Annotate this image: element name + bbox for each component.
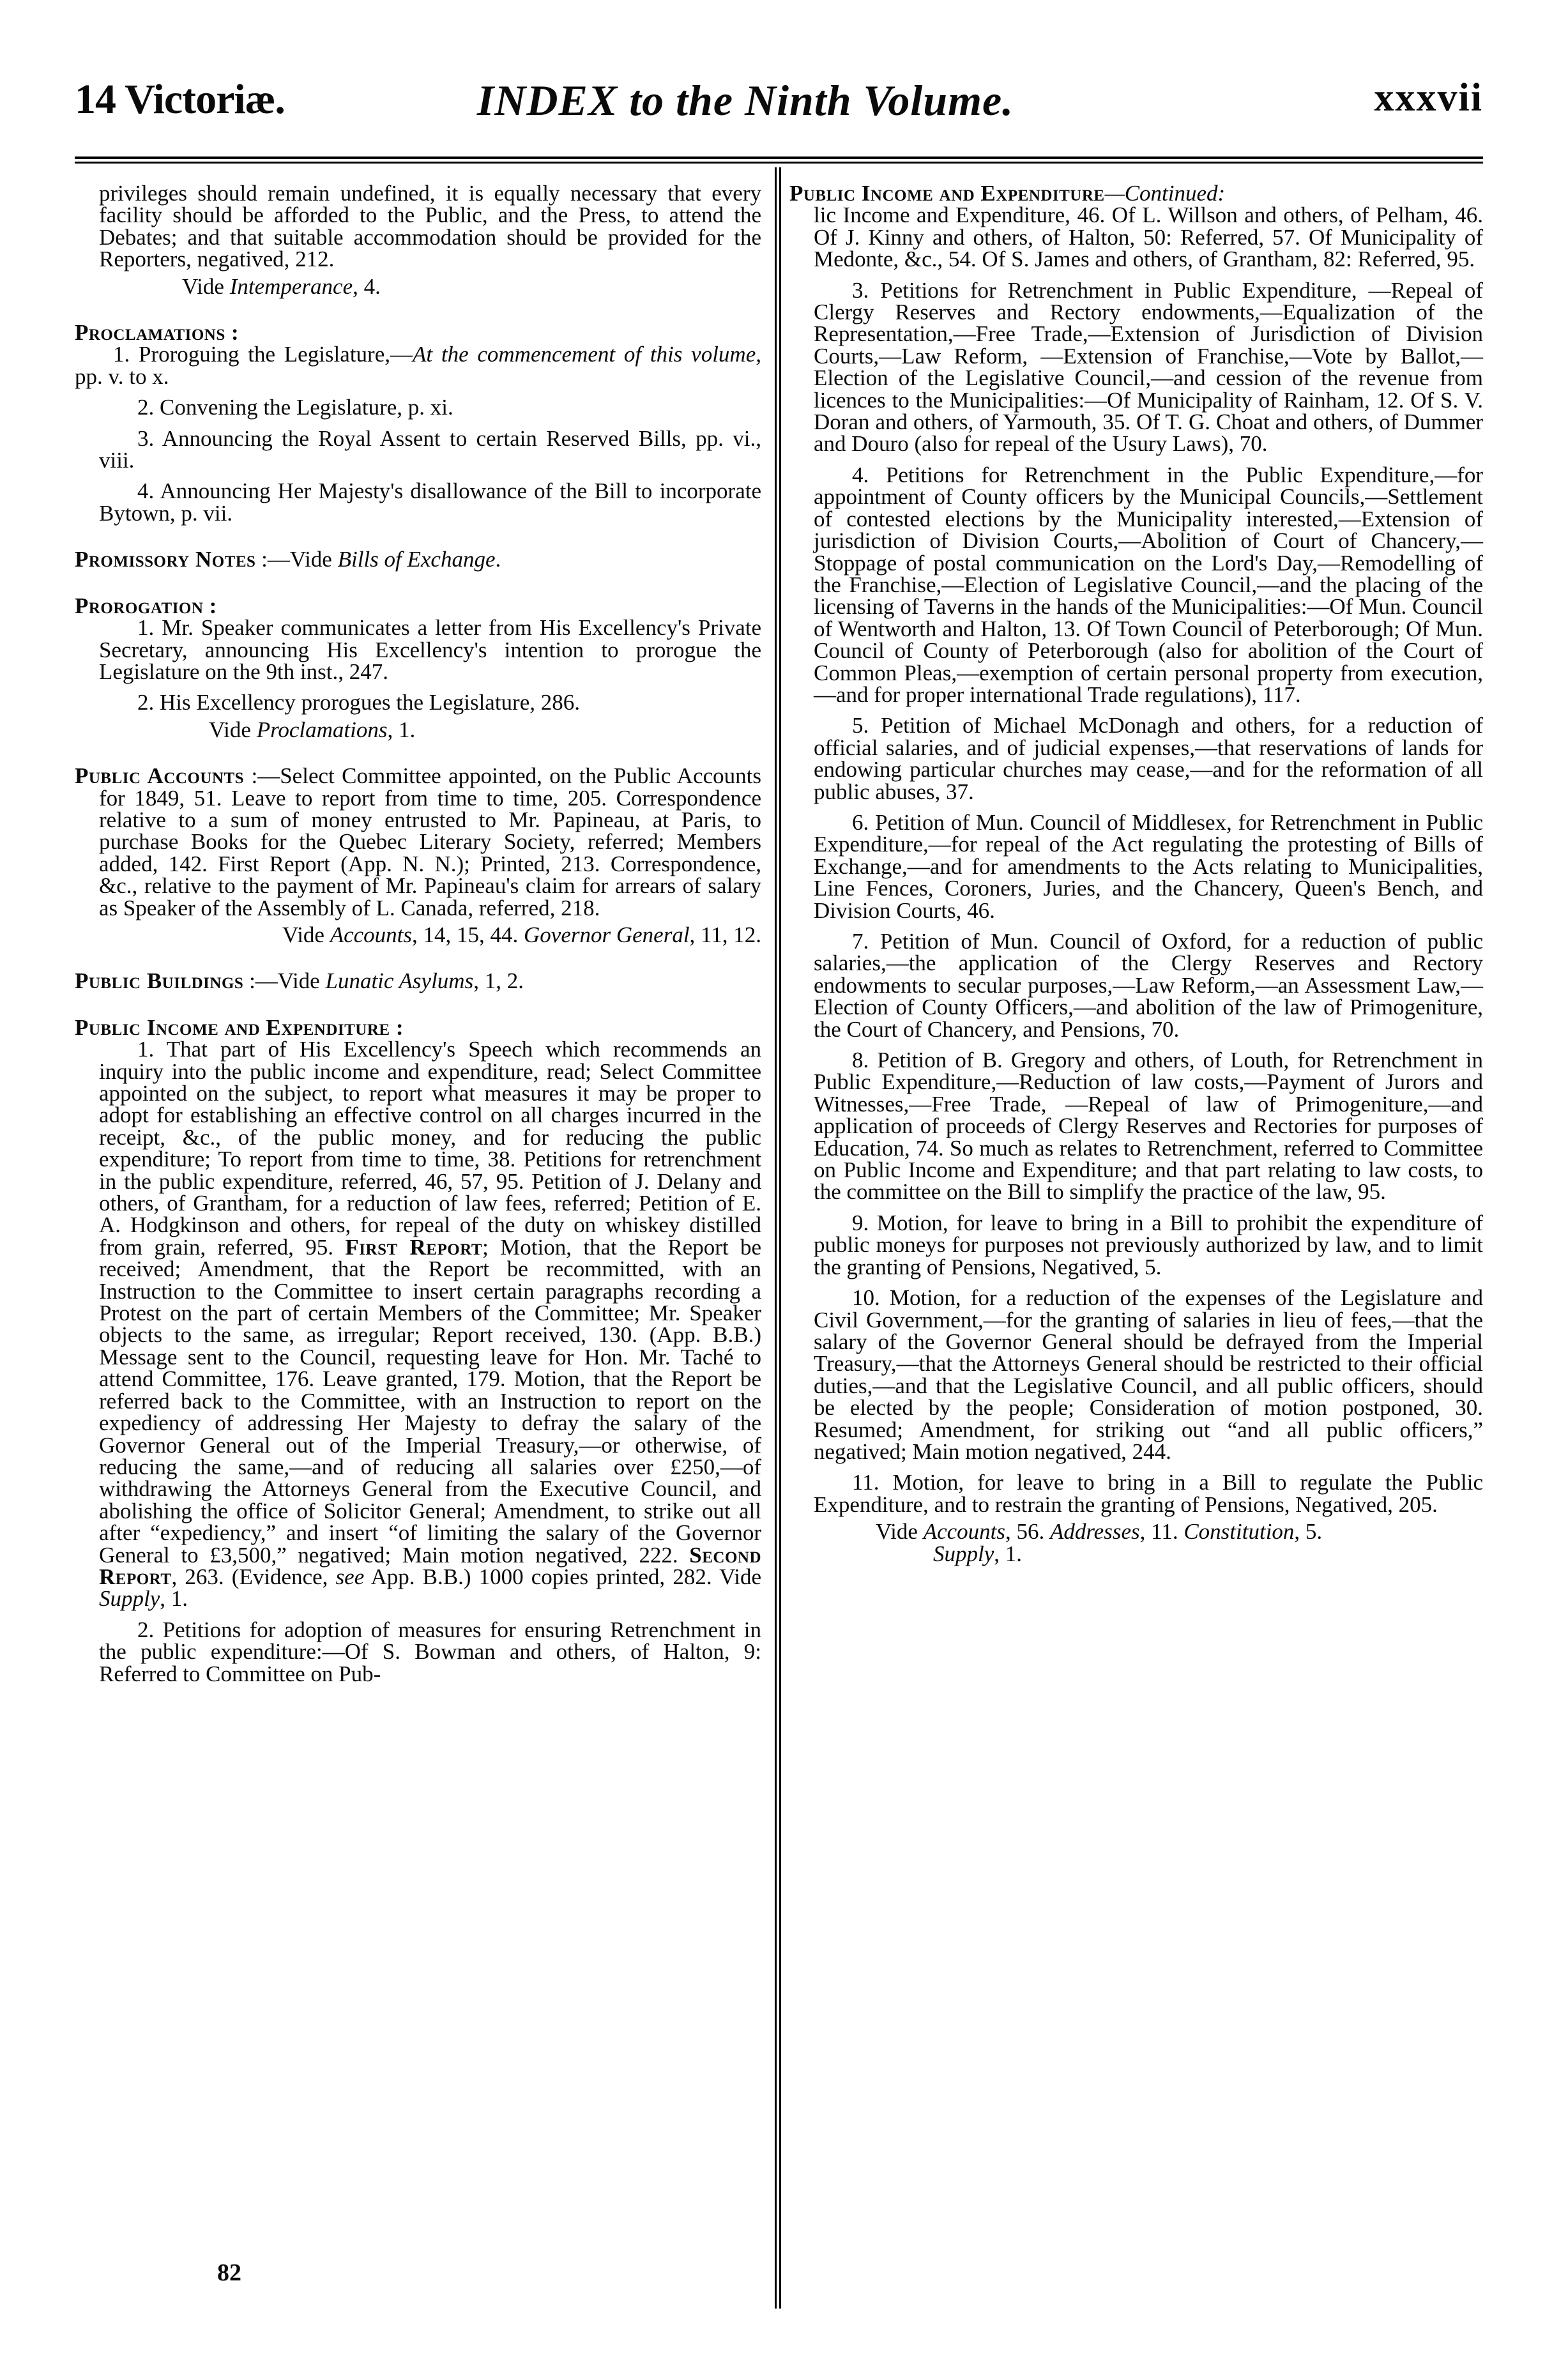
running-head-title: INDEX to the Ninth Volume.	[476, 76, 1014, 125]
subentry-text: That part of His Excellency's Speech which recommends an inquiry into the public income and expenditure, read; Select Committee appointed on the subject, to report what measures it may be proper to adopt for establishing an effective control on all charges incurred in the receipt, &c., of the public money, and for reducing the public expenditure; To report from time to time, 38. Petitions for retrenchment in the public expenditure, referred, 46, 57, 95. Petition of J. Delany and others, of Grantham, for a reduction of law fees, referred; Petition of E. A. Hodgkinson and others, for repeal of the duty on whiskey distilled from grain, referred, 95.	[99, 1037, 761, 1260]
page-refs: , 56.	[1005, 1519, 1050, 1545]
subentry	[789, 1287, 1483, 1463]
subentry-text: Petition of B. Gregory and others, of Louth, for Retrenchment in Public Expenditure,—Reduction of law costs,—Payment of Jurors and Witnesses,—Free Trade, —Repeal of law of Primogeniture,—and application of proceeds of Clergy Reserves and Rectories for purposes of Education, 74. So much as relates to Retrenchment, referred to Committee on Public Income and Expenditure; and that part relating to law costs, to the committee on the Bill to simplify the practice of the law, 95.	[814, 1048, 1483, 1205]
subentry-text: , 263. (Evidence,	[171, 1564, 336, 1589]
subentry-text: His Excellency prorogues the Legislature, 286.	[160, 690, 580, 715]
first-report-label: First Report	[345, 1234, 483, 1260]
column-divider-line	[779, 167, 781, 2309]
column-divider-line	[775, 167, 777, 2309]
page-refs: , 11.	[1139, 1519, 1184, 1545]
entry-heading: Public Buildings	[75, 968, 244, 994]
cross-ref-link[interactable]: Accounts	[923, 1519, 1005, 1545]
subentry	[789, 277, 1483, 457]
subentry-text: Petitions for Retrenchment in the Public Expenditure,—for appointment of County officers by the Municipal Councils,—Settlement of contested elections by the Municipality interested,—Extension of jurisdiction of Division Courts,—Abolition of Court of Chancery,—Stoppage of postal communication on the Lord's Day,—Remodelling of the Franchise,—Election of Legislative Council,—and the placing of the licensing of Taverns in the hands of the Municipalities:—Of Mun. Council of Wentworth and Halton, 13. Of Town Council of Peterborough; Of Mun. Council of County of Peterborough (also for abolition of the Court of Common Pleas,—exemption of certain personal property from execution,—and for proper international Trade regulations), 117.	[814, 462, 1484, 707]
cross-ref-link[interactable]: Intemperance	[229, 273, 353, 299]
subentry	[75, 344, 761, 388]
subentry	[75, 1039, 761, 1610]
subentry-number: 11.	[852, 1470, 879, 1495]
subentry-number: 3.	[137, 425, 155, 451]
subentry-italic-note: At the commencement of this volume	[412, 342, 756, 367]
right-column-cross-reference	[789, 1521, 1483, 1565]
subentry-number: 2.	[137, 690, 155, 715]
page-refs: , pp. v. to x.	[75, 342, 761, 389]
entry-line	[75, 765, 761, 919]
subentry-number: 5.	[852, 713, 869, 738]
subentry-number: 2.	[137, 395, 155, 420]
subentry-text: Petitions for Retrenchment in Public Expenditure, —Repeal of Clergy Reserves and Rectory endowments,—Equalization of the Representation,—Free Trade,—Extension of Jurisdiction of Division Courts,—Law Reform, —Extension of Franchise,—Vote by Ballot,—Election of the Legislative Council,—and cession of the revenue from licences to the Municipalities:—Of Municipality of Rainham, 12. Of S. V. Doran and others, of Yarmouth, 35. Of T. G. Choat and others, of Dummer and Douro (also for repeal of the Usury Laws), 70.	[814, 277, 1483, 457]
subentry	[789, 1212, 1483, 1278]
subentry	[789, 715, 1483, 803]
entry-heading: Proclamations :	[75, 320, 240, 346]
entry-heading: Prorogation :	[75, 593, 217, 618]
subentry-text: Petition of Mun. Council of Middlesex, for Retrenchment in Public Expenditure,—for repeal of the Act regulating the protesting of Bills of Exchange,—and for amendments to the Acts relating to Municipalities, Line Fences, Coroners, Juries, and the Chancery, Queen's Bench, and Division Courts, 46.	[814, 809, 1483, 923]
subentry-number: 10.	[852, 1285, 880, 1311]
subentry-continued: lic Income and Expenditure, 46. Of L. Willson and others, of Pelham, 46. Of J. Kinny and others, of Halton, 50: Referred, 57. Of Municipality of Medonte, &c., 54. Of S. James and others, of Grantham, 82: Referred, 95.	[814, 202, 1483, 272]
entry-heading: Public Accounts	[75, 763, 245, 789]
subentry	[789, 1472, 1483, 1516]
subentry	[789, 464, 1483, 706]
vide-label: Vide	[282, 922, 330, 947]
entry-heading: Public Income and Expenditure :	[75, 1014, 404, 1040]
subentry	[75, 397, 761, 418]
running-head-regnal-year: 14 Victoriæ.	[75, 76, 285, 123]
second-report-label: Second Report	[99, 1542, 761, 1589]
cross-ref-link[interactable]: Constitution	[1184, 1519, 1295, 1545]
subentry	[789, 809, 1483, 923]
subentry-number: 2.	[137, 1617, 155, 1642]
subentry-number: 6.	[852, 809, 869, 835]
prorogation-cross-reference	[75, 719, 761, 741]
entry-text: :—Select Committee appointed, on the Public Accounts for 1849, 51. Leave to report from time to time, 205. Correspondence relative to a sum of money entrusted to Mr. Papineau, at Paris, to purchase Books for the Quebec Literary Society, referred; Members added, 142. First Report (App. N. N.); Printed, 213. Correspondence, &c., relative to the payment of Mr. Papineau's claim for arrears of salary as Speaker of the Assembly of L. Canada, referred, 218.	[99, 763, 761, 920]
continued-heading	[789, 183, 1483, 204]
page-refs: , 1, 2.	[473, 968, 524, 994]
index-entry-proclamations	[75, 322, 761, 524]
subentry	[789, 1050, 1483, 1203]
cross-ref-link[interactable]: Addresses	[1049, 1519, 1140, 1545]
see-label: see	[335, 1564, 365, 1589]
subentry-text: Petition of Michael McDonagh and others, for a reduction of official salaries, and of judicial expenses,—that reservations of lands for endowing particular churches may cease,—and for the reformation of all public abuses, 37.	[814, 713, 1483, 804]
cross-ref-link[interactable]: Accounts	[330, 922, 413, 947]
page-refs: , 11, 12.	[689, 922, 761, 947]
page-refs: , 1.	[994, 1541, 1023, 1566]
subentry-number: 7.	[852, 929, 869, 954]
subentry-number: 8.	[852, 1048, 869, 1073]
subentry-text: Proroguing the Legislature,—	[139, 342, 413, 367]
punctuation: .	[495, 547, 501, 572]
subentry-number: 1.	[137, 615, 155, 641]
subentry-number: 3.	[852, 277, 869, 303]
index-entry-public-income-and-expenditure	[75, 1014, 762, 1686]
subentry-text: Motion, for leave to bring in a Bill to regulate the Public Expenditure, and to restrain the granting of Pensions, Negatived, 205.	[814, 1470, 1484, 1517]
subentry	[75, 480, 761, 524]
privileges-cross-reference	[75, 273, 761, 299]
public-accounts-cross-reference	[75, 924, 761, 946]
page-refs: , 1.	[160, 1586, 188, 1612]
subentry	[75, 617, 761, 683]
subentry-text: Announcing the Royal Assent to certain Reserved Bills, pp. vi., viii.	[99, 425, 761, 473]
index-entry-public-accounts	[75, 765, 761, 946]
subentry	[789, 931, 1483, 1041]
page-refs: , 4.	[353, 273, 381, 299]
subentry	[75, 692, 761, 714]
page-refs: , 5.	[1294, 1519, 1323, 1545]
subentry-text: App. B.B.) 1000 copies printed, 282. Vide	[364, 1564, 761, 1589]
subentry-text: Announcing Her Majesty's disallowance of the Bill to incorporate Bytown, p. vii.	[99, 478, 761, 526]
subentry-text: ; Motion, that the Report be received; Amendment, that the Report be recommitted, with an Instruction to the Committee to insert certain paragraphs recording a Protest on the part of certain Members of the Committee; Mr. Speaker objects to the same, as irregular; Report received, 130. (App. B.B.) Message sent to the Council, requesting leave for Hon. Mr. Taché to attend Committee, 176. Leave granted, 179. Motion, that the Report be referred back to the Committee, with an Instruction to report on the expediency of addressing Her Majesty to defray the salary of the Governor General out of the Imperial Treasury,—or otherwise, of reducing the same,—and of reducing all salaries over £250,—of withdrawing the Attorneys General from the Executive Council, and abolishing the office of Solicitor General; Amendment, to strike out all after “expediency,” and insert “of limiting the salary of the Governor General to £3,500,” negatived; Main motion negatived, 222.	[99, 1234, 761, 1568]
page-number: xxxvii	[1374, 76, 1483, 119]
printer-signature-mark: 82	[217, 2259, 241, 2286]
vide-label: Vide	[182, 273, 230, 299]
entry-line	[75, 970, 761, 992]
vide-label: Vide	[876, 1519, 924, 1545]
cross-ref-link[interactable]: Supply	[933, 1541, 994, 1566]
running-head	[75, 75, 1483, 125]
entry-heading: Promissory Notes	[75, 547, 256, 572]
subentry-number: 4.	[137, 478, 155, 504]
header-rule-top	[75, 157, 1483, 159]
cross-ref-link[interactable]: Governor General	[524, 922, 690, 947]
cross-ref-link[interactable]: Bills of Exchange	[337, 547, 496, 572]
entry-heading: Public Income and Expenditure	[789, 181, 1105, 206]
subentry-text: Mr. Speaker communicates a letter from His Excellency's Private Secretary, announcing His Excellency's intention to prorogue the Legislature on the 9th inst., 247.	[99, 615, 762, 684]
subentry	[75, 425, 761, 473]
subentry-text: Convening the Legislature, p. xi.	[160, 395, 453, 420]
header-rule-bottom	[75, 162, 1483, 164]
left-column	[75, 183, 761, 1685]
subentry-text: Motion, for a reduction of the expenses of the Legislature and Civil Government,—for the granting of salaries in lieu of fees,—that the salary of the Governor General should be defrayed from the Imperial Treasury,—that the Attorneys General should be restricted to their official duties,—and that the Legislative Council, and all public officers, should be elected by the people; Consideration of motion postponed, 30. Resumed; Amendment, for striking out “and all public officers,” negatived; Main motion negatived, 244.	[814, 1285, 1484, 1464]
cross-ref-link[interactable]: Proclamations	[256, 717, 388, 742]
subentry-text: Motion, for leave to bring in a Bill to prohibit the expenditure of public moneys for purposes not previously authorized by law, and to limit the granting of Pensions, Negatived, 5.	[814, 1210, 1484, 1279]
subentry-text: Petitions for adoption of measures for ensuring Retrenchment in the public expenditure:—Of S. Bowman and others, of Halton, 9: Referred to Committee on Pub-	[99, 1617, 762, 1686]
vide-label: Vide	[209, 717, 257, 742]
subentry-number: 1.	[113, 342, 130, 367]
index-entry-public-buildings	[75, 970, 761, 992]
page-refs: , 14, 15, 44.	[412, 922, 524, 947]
subentry-number: 4.	[852, 462, 869, 487]
continued-label: —Continued:	[1104, 181, 1226, 206]
right-column	[789, 183, 1483, 1565]
subentry	[75, 1619, 761, 1685]
cross-ref-link[interactable]: Supply	[99, 1586, 160, 1612]
page-refs: , 1.	[387, 717, 416, 742]
subentry-number: 1.	[137, 1037, 155, 1062]
cross-ref-link[interactable]: Lunatic Asylums	[325, 968, 474, 994]
subentry-text: Petition of Mun. Council of Oxford, for a reduction of public salaries,—the application of the Clergy Reserves and Rectory endowments to secular purposes,—Law Reform,—an Assessment Law,—Election of County Officers,—and abolition of the law of Primogeniture, the Court of Chancery, and Pensions, 70.	[814, 929, 1483, 1042]
privileges-continued-entry: privileges should remain undefined, it is equally necessary that every facility should be afforded to the Public, and the Press, to attend the Debates; and that suitable accommodation should be provided for the Reporters, negatived, 212.	[99, 181, 761, 272]
index-entry-prorogation	[75, 595, 761, 741]
index-entry-promissory-notes	[75, 549, 761, 570]
vide-label: :—Vide	[255, 547, 338, 572]
subentry-number: 9.	[852, 1210, 869, 1235]
vide-label: :—Vide	[243, 968, 326, 994]
entry-line	[75, 549, 761, 570]
